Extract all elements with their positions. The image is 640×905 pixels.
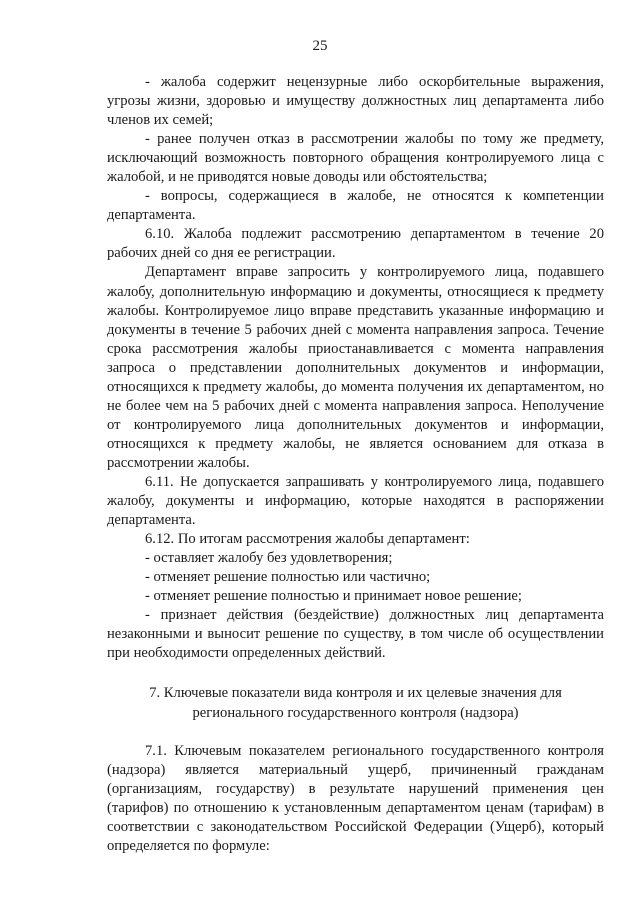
paragraph-additional-info: Департамент вправе запросить у контролируемого лица, подавшего жалобу, дополнительную информацию и документы, относящиеся к предмету жалобы. Контролируемое лицо вправе представить указанные информацию и документы в течение 5 рабочих дней с момента направления запроса. Течение срока рассмотрения жалобы приостанавливается с момента направления запроса о представлении дополнительных документов и информации, относящихся к предмету жалобы, до момента получения их департаментом, но не более чем на 5 рабочих дней с момента направления запроса. Неполучение от контролируемого лица дополнительных документов и информации, относящихся к предмету жалобы, не является основанием для отказа в рассмотрении жалобы. (107, 264, 604, 471)
list-item-cancel-new-decision: - отменяет решение полностью и принимает новое решение; (145, 588, 522, 605)
list-item-leave-unsatisfied: - оставляет жалобу без удовлетворения; (145, 550, 393, 567)
paragraph-6-10: 6.10. Жалоба подлежит рассмотрению департаментом в течение 20 рабочих дней со дня ее регистрации. (107, 226, 604, 262)
paragraph-6-12: 6.12. По итогам рассмотрения жалобы департамент: (145, 531, 470, 548)
paragraph-7-1: 7.1. Ключевым показателем регионального государственного контроля (надзора) является материальный ущерб, причиненный гражданам (организациям, государству) в результате нарушений применения цен (тарифов) по отношению к установленным департаментом ценам (тарифам) в соответствии с законодательством Российской Федерации (Ущерб), который определяется по формуле: (107, 742, 604, 854)
list-item-cancel-partially: - отменяет решение полностью или частично; (145, 569, 431, 586)
paragraph-outside-competence: - вопросы, содержащиеся в жалобе, не относятся к компетенции департамента. (107, 188, 604, 224)
page-number: 25 (312, 38, 328, 54)
list-item-declare-unlawful: - признает действия (бездействие) должностных лиц департамента незаконными и выносит решение по существу, в том числе об осуществлении при необходимости определенных действий. (107, 607, 604, 662)
page-body (107, 73, 604, 856)
paragraph-obscene-complaint: - жалоба содержит нецензурные либо оскорбительные выражения, угрозы жизни, здоровью и имуществу должностных лиц департамента либо членов их семей; (107, 74, 604, 129)
paragraph-6-11: 6.11. Не допускается запрашивать у контролируемого лица, подавшего жалобу, документы и информацию, которые находятся в распоряжении департамента. (107, 473, 604, 529)
paragraph-prior-refusal: - ранее получен отказ в рассмотрении жалобы по тому же предмету, исключающий возможность повторного обращения контролируемого лица с жалобой, и не приводятся новые доводы или обстоятельства; (107, 131, 604, 186)
section-7-heading: 7. Ключевые показатели вида контроля и их целевые значения для регионального государственного контроля (надзора) (149, 685, 562, 721)
